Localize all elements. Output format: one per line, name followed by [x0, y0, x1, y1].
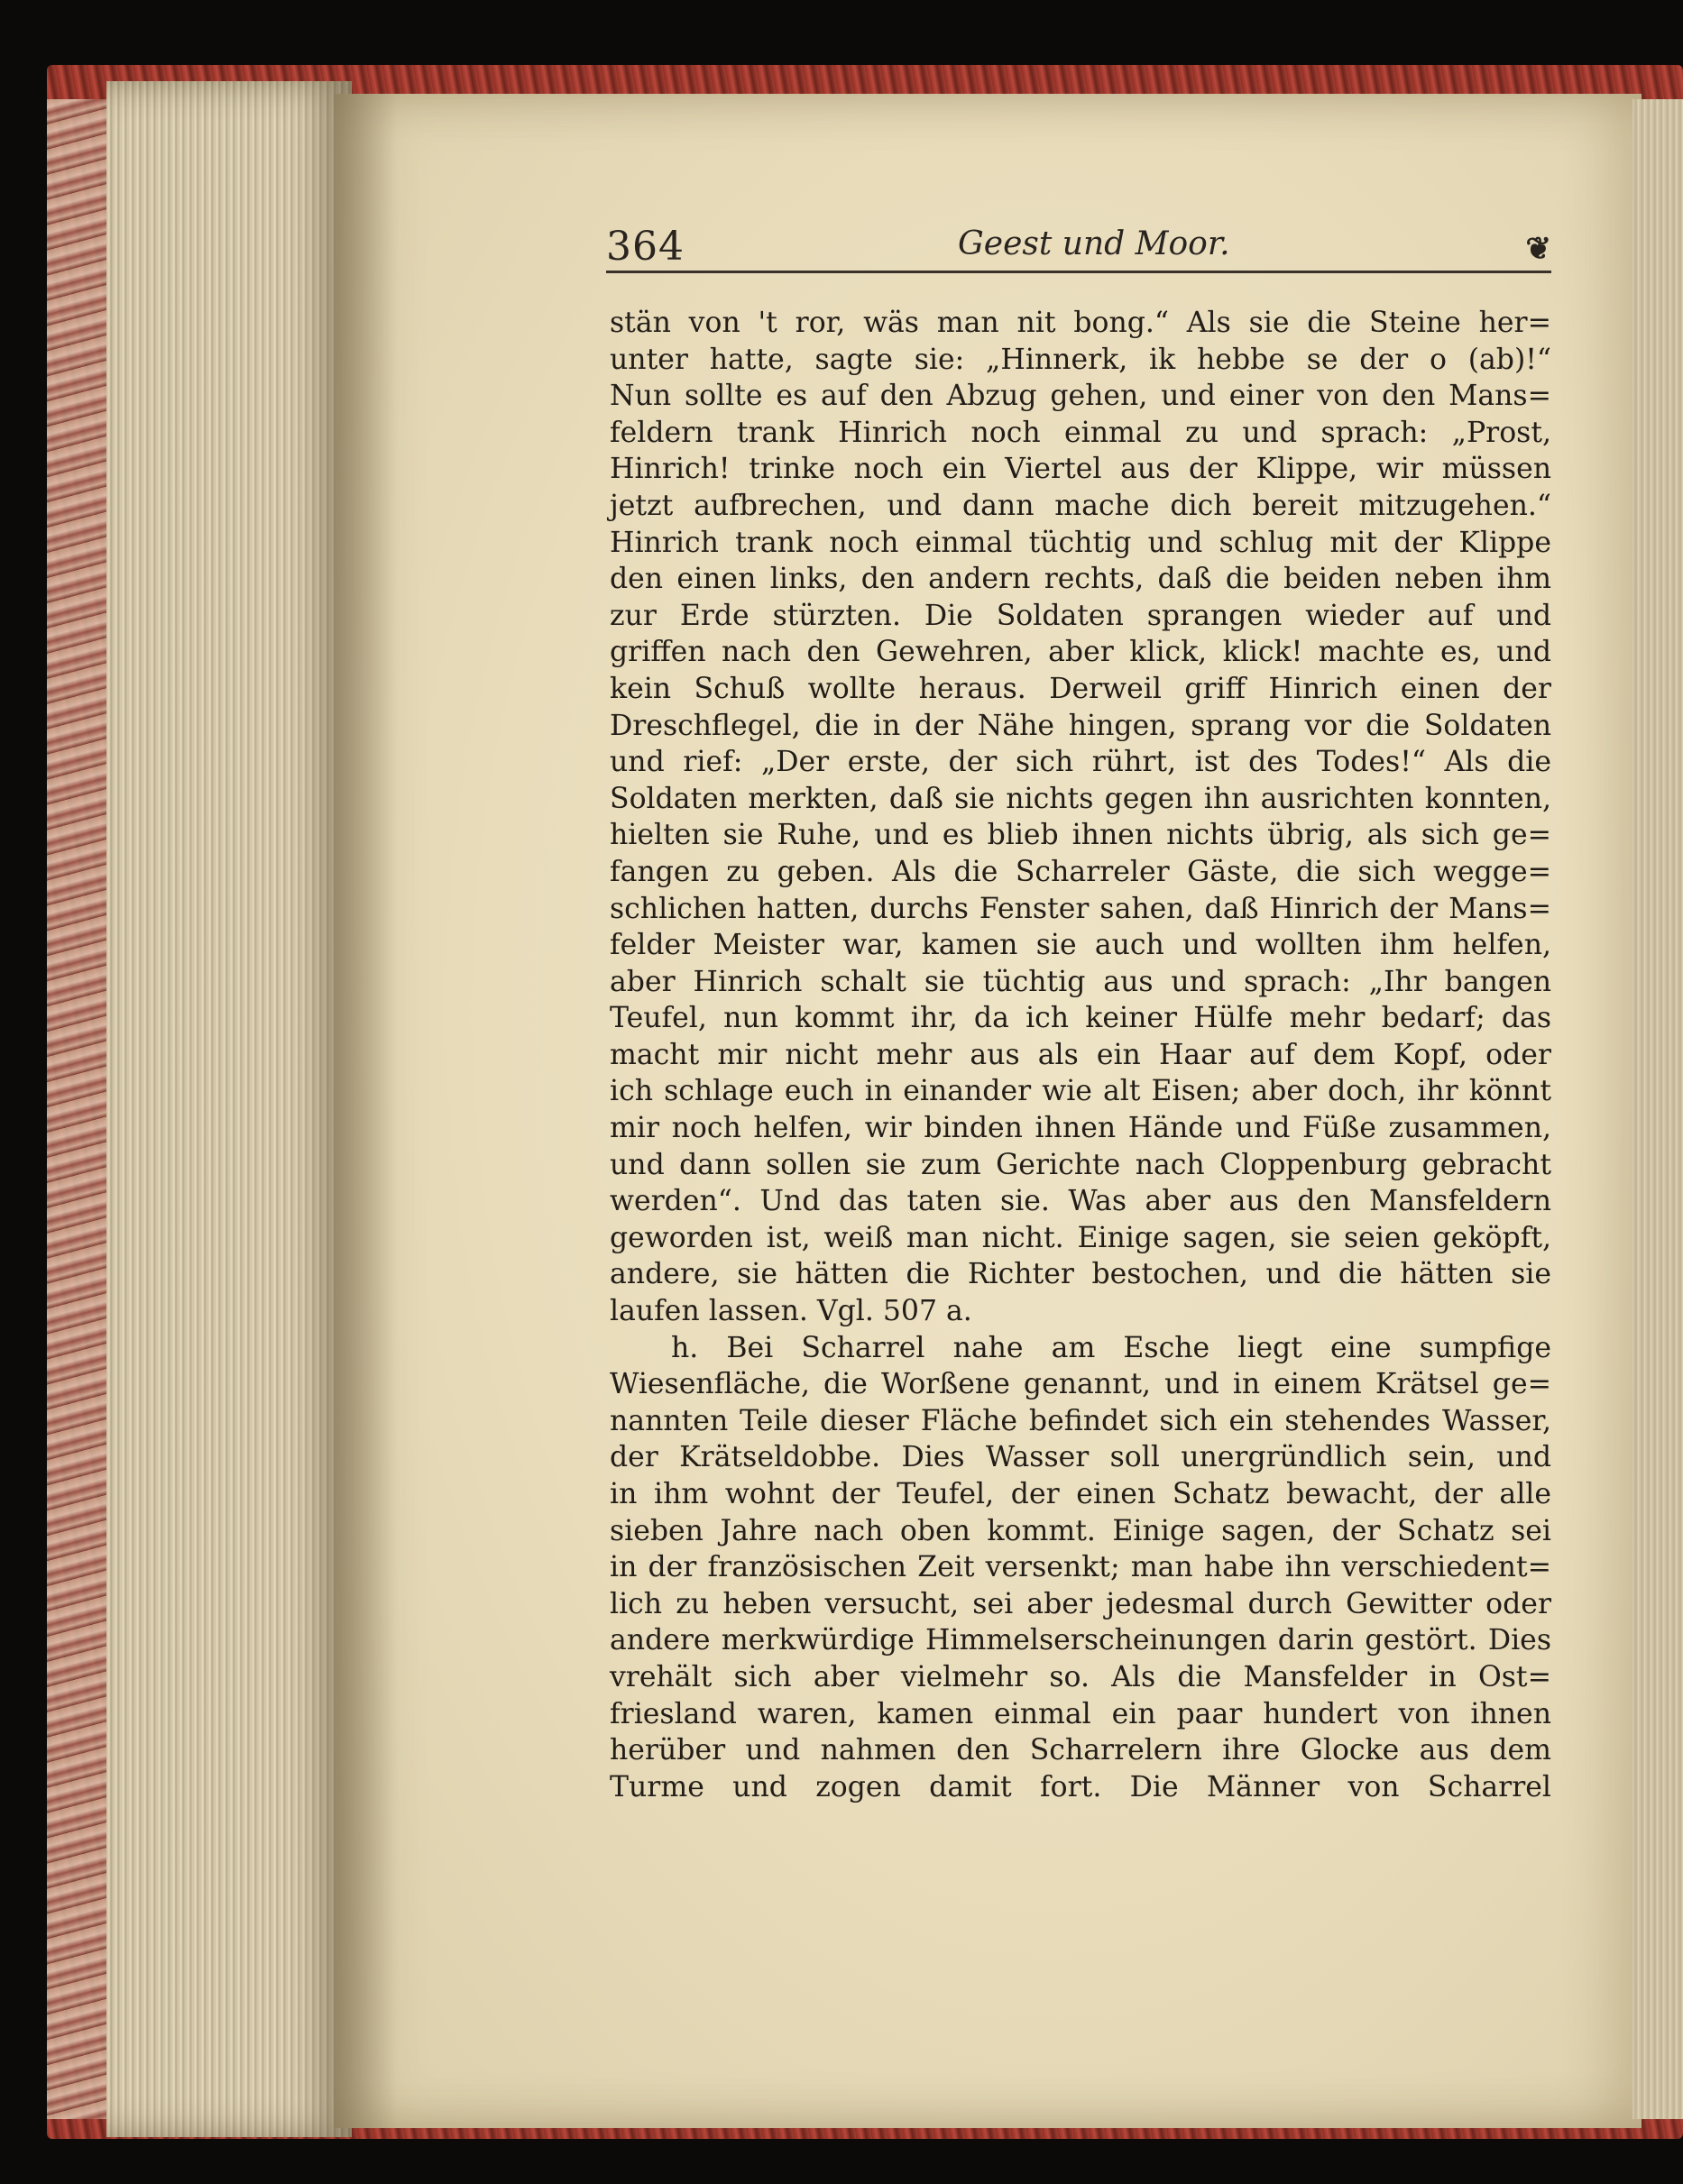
text-line: vrehält sich aber vielmehr so. Als die Mansfelder in Ost= — [610, 1660, 1551, 1693]
text-line: zur Erde stürzten. Die Soldaten sprangen wieder auf und — [610, 599, 1551, 632]
text-line: Hinrich! trinke noch ein Viertel aus der Klippe, wir müssen — [610, 453, 1551, 486]
page-stack-left — [106, 81, 352, 2137]
running-title: Geest und Moor. — [958, 225, 1230, 262]
text-line: in der französischen Zeit versenkt; man habe ihn verschiedent= — [610, 1551, 1551, 1584]
ornament-mark: ❦ — [1525, 231, 1551, 267]
text-line: Hinrich trank noch einmal tüchtig und schlug mit der Klippe — [610, 526, 1551, 559]
header-rule — [606, 271, 1551, 273]
text-line: in ihm wohnt der Teufel, der einen Schatz bewacht, der alle — [610, 1478, 1551, 1510]
text-line: jetzt aufbrechen, und dann mache dich bereit mitzugehen.“ — [610, 489, 1551, 522]
text-line: aber Hinrich schalt sie tüchtig aus und sprach: „Ihr bangen — [610, 965, 1551, 998]
text-line: werden“. Und das taten sie. Was aber aus den Mansfeldern — [610, 1185, 1551, 1218]
text-line: andere, sie hätten die Richter bestochen, und die hätten sie — [610, 1258, 1551, 1291]
text-line: der Krätseldobbe. Dies Wasser soll unergründlich sein, und — [610, 1441, 1551, 1474]
text-line: unter hatte, sagte sie: „Hinnerk, ik hebbe se der o (ab)!“ — [610, 343, 1551, 376]
text-line: herüber und nahmen den Scharrelern ihre Glocke aus dem — [610, 1734, 1551, 1767]
body-text — [610, 305, 1551, 1805]
text-line: friesland waren, kamen einmal ein paar hundert von ihnen — [610, 1697, 1551, 1730]
text-line: fangen zu geben. Als die Scharreler Gäste, die sich wegge= — [610, 855, 1551, 888]
marbled-edge — [47, 99, 110, 2119]
text-line: mir noch helfen, wir binden ihnen Hände und Füße zusammen, — [610, 1112, 1551, 1145]
text-line: schlichen hatten, durchs Fenster sahen, daß Hinrich der Mans= — [610, 892, 1551, 925]
text-line: macht mir nicht mehr aus als ein Haar auf dem Kopf, oder — [610, 1038, 1551, 1071]
text-line: griffen nach den Gewehren, aber klick, klick! machte es, und — [610, 636, 1551, 669]
text-line: ich schlage euch in einander wie alt Eisen; aber doch, ihr könnt — [610, 1075, 1551, 1108]
text-line: nannten Teile dieser Fläche befindet sich ein stehendes Wasser, — [610, 1404, 1551, 1437]
text-line: Wiesenfläche, die Worßene genannt, und in einem Krätsel ge= — [610, 1368, 1551, 1401]
text-line: kein Schuß wollte heraus. Derweil griff Hinrich einen der — [610, 672, 1551, 705]
text-line: h. Bei Scharrel nahe am Esche liegt eine sumpfige — [671, 1331, 1551, 1364]
text-line: feldern trank Hinrich noch einmal zu und sprach: „Prost, — [610, 416, 1551, 449]
text-line: den einen links, den andern rechts, daß die beiden neben ihm — [610, 563, 1551, 596]
text-line: und dann sollen sie zum Gerichte nach Cloppenburg gebracht — [610, 1148, 1551, 1181]
text-line: Nun sollte es auf den Abzug gehen, und einer von den Mans= — [610, 380, 1551, 413]
text-line: Turme und zogen damit fort. Die Männer von Scharrel — [610, 1770, 1551, 1803]
text-line: laufen lassen. Vgl. 507 a. — [610, 1295, 972, 1328]
page-number: 364 — [606, 224, 685, 270]
text-line: felder Meister war, kamen sie auch und wollten ihm helfen, — [610, 929, 1551, 962]
text-line: stän von 't ror, wäs man nit bong.“ Als sie die Steine her= — [610, 307, 1551, 339]
text-line: lich zu heben versucht, sei aber jedesmal durch Gewitter oder — [610, 1587, 1551, 1620]
gutter-shadow — [334, 94, 397, 2128]
text-line: Teufel, nun kommt ihr, da ich keiner Hülfe mehr bedarf; das — [610, 1002, 1551, 1035]
text-line: Soldaten merkten, daß sie nichts gegen ihn ausrichten konnten, — [610, 782, 1551, 815]
page-header — [606, 216, 1551, 276]
text-line: sieben Jahre nach oben kommt. Einige sagen, der Schatz sei — [610, 1514, 1551, 1547]
page-stack-right — [1632, 99, 1683, 2119]
text-line: und rief: „Der erste, der sich rührt, ist des Todes!“ Als die — [610, 746, 1551, 779]
text-line: Dreschflegel, die in der Nähe hingen, sprang vor die Soldaten — [610, 709, 1551, 742]
text-line: andere merkwürdige Himmelserscheinungen darin gestört. Dies — [610, 1624, 1551, 1657]
text-line: hielten sie Ruhe, und es blieb ihnen nichts übrig, als sich ge= — [610, 819, 1551, 852]
text-line: geworden ist, weiß man nicht. Einige sagen, sie seien geköpft, — [610, 1221, 1551, 1254]
